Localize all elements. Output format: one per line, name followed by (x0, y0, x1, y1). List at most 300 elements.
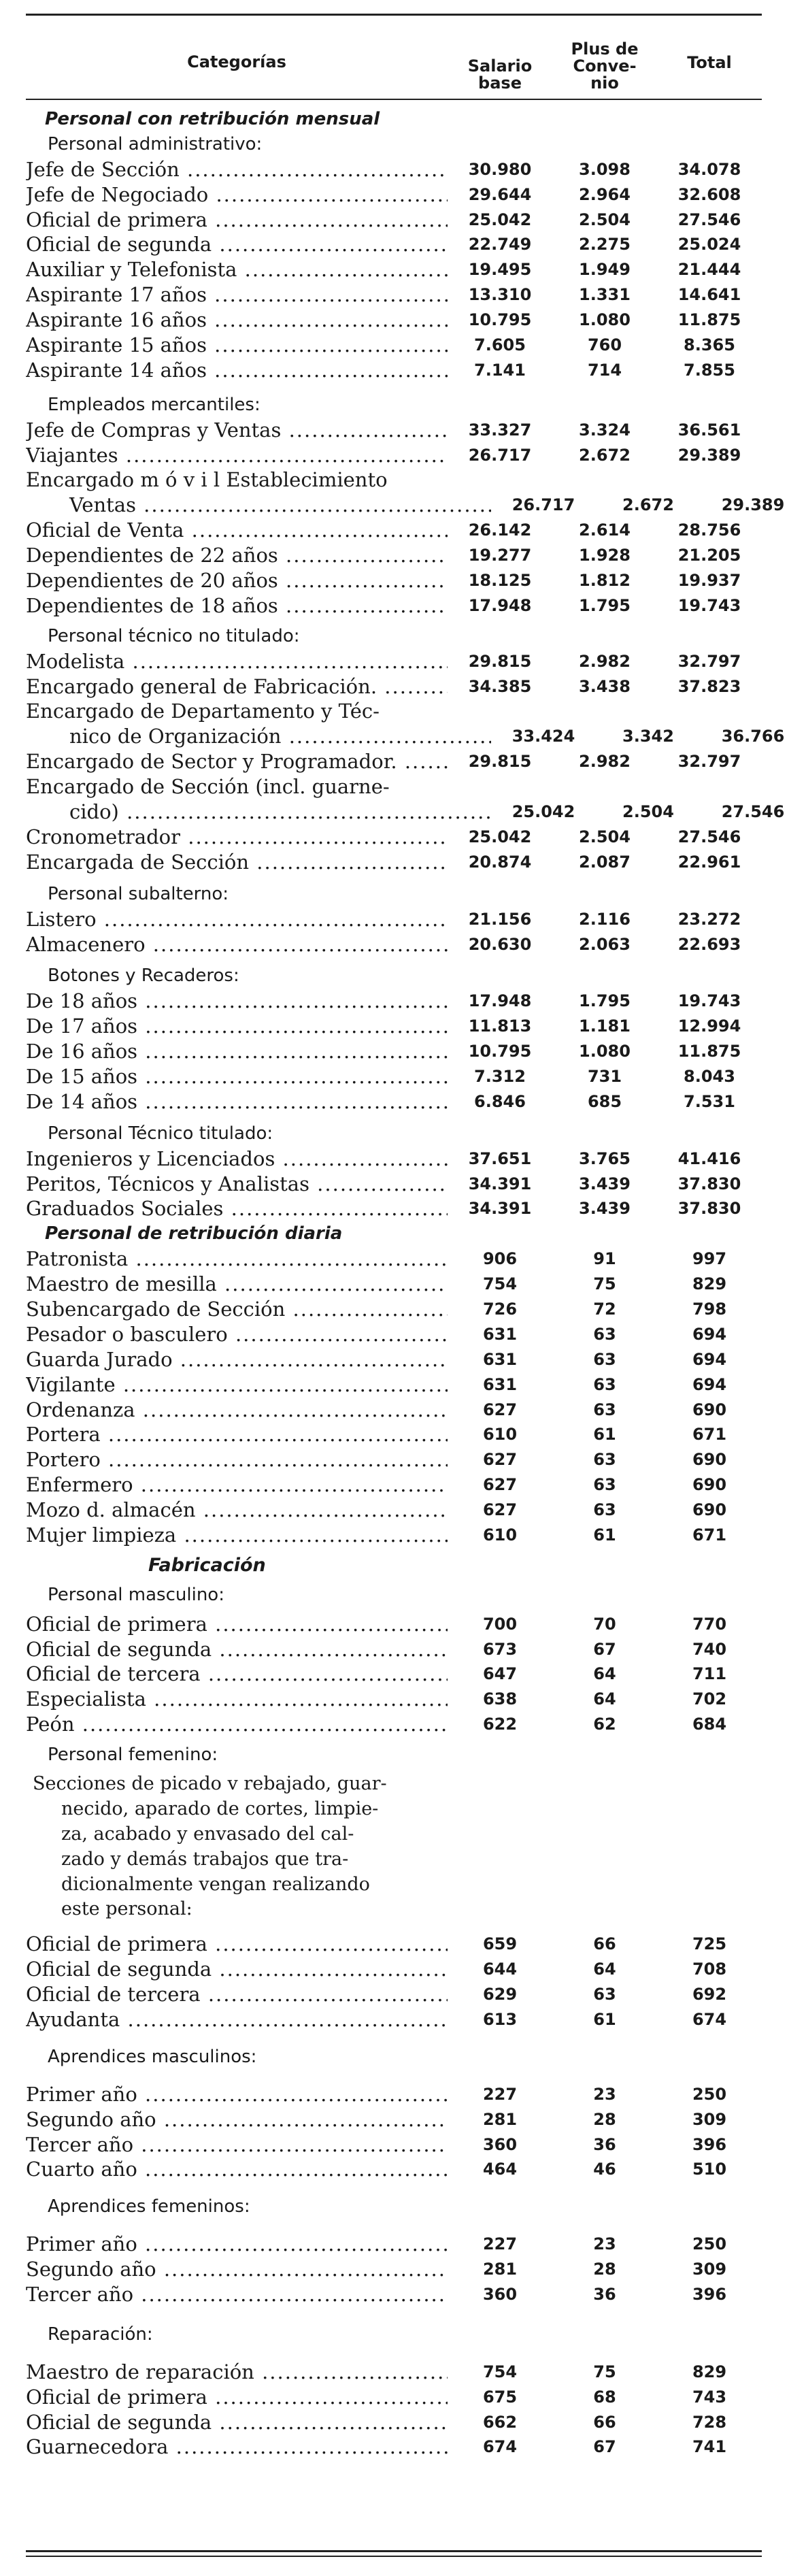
row-label-text: Encargado general de Fabricación. (26, 674, 377, 698)
header-categorias: Categorías (187, 52, 286, 71)
leader-dots (249, 851, 448, 874)
header-plus-line3: nio (590, 73, 619, 93)
leader-dots (207, 2385, 448, 2409)
leader-dots (397, 750, 448, 773)
cell-base: 6.846 (474, 1091, 526, 1111)
cell-base: 25.042 (511, 802, 575, 822)
leader-dots (137, 1065, 448, 1088)
cell-base: 631 (482, 1349, 518, 1369)
row-label (26, 358, 448, 383)
cell-plus: 46 (593, 2160, 616, 2179)
table-row (26, 1297, 762, 1322)
cell-plus: 3.439 (579, 1199, 631, 1219)
cell-plus (552, 467, 657, 493)
row-label-text: Primer año (26, 2082, 137, 2106)
row-label (26, 467, 448, 493)
cell-total: 19.743 (677, 595, 741, 615)
cell-total: 250 (692, 2234, 727, 2254)
table-row (26, 932, 762, 957)
table-row (26, 493, 785, 518)
row-label-text: De 18 años (26, 989, 138, 1013)
row-label (26, 825, 448, 850)
cell-total: 19.743 (677, 991, 741, 1011)
table-row (26, 1196, 762, 1221)
leader-dots (75, 1713, 448, 1736)
row-label (26, 1662, 448, 1687)
row-label (26, 1687, 448, 1712)
leader-dots (120, 2008, 448, 2031)
cell-plus (552, 774, 657, 799)
row-label-text: Guarnecedora (26, 2435, 169, 2459)
cell-total: 25.024 (677, 235, 741, 254)
cell-total: 8.043 (684, 1066, 735, 1086)
row-label-text: Encargado de Sección (incl. guarne- (26, 775, 390, 799)
cell-total: 396 (692, 2285, 727, 2305)
cell-plus: 2.982 (579, 752, 631, 772)
table-body (26, 100, 785, 2460)
cell-base: 360 (482, 2134, 518, 2154)
cell-base: 906 (482, 1249, 518, 1269)
table-row (26, 1712, 762, 1737)
table-row (26, 1637, 762, 1662)
cell-base: 19.277 (468, 546, 532, 565)
leader-dots (212, 2411, 448, 2434)
cell-base: 30.980 (468, 159, 532, 179)
row-label-text: Encargado de Departamento y Téc- (26, 699, 380, 723)
cell-plus: 1.928 (579, 546, 631, 565)
leader-dots (97, 908, 448, 931)
cell-plus: 63 (593, 1400, 616, 1419)
cell-total: 7.855 (684, 360, 735, 380)
table-row (26, 333, 762, 358)
row-label-text: Cronometrador (26, 825, 181, 848)
cell-total: 309 (692, 2109, 727, 2129)
cell-plus: 70 (593, 1614, 616, 1634)
row-label (26, 989, 448, 1014)
row-label-text: Jefe de Sección (26, 157, 180, 181)
cell-base: 281 (482, 2109, 518, 2129)
leader-dots (278, 569, 448, 592)
cell-plus: 3.342 (622, 727, 674, 746)
row-label (26, 2082, 448, 2107)
row-label-text: Ordenanza (26, 1398, 135, 1421)
leader-dots (207, 208, 448, 231)
leader-dots (237, 258, 448, 281)
cell-base: 34.391 (468, 1199, 532, 1219)
row-label (26, 1089, 448, 1114)
cell-total: 997 (692, 1249, 727, 1269)
row-label-text: Oficial de segunda (26, 1958, 212, 1981)
row-label-text: Segundo año (26, 2258, 156, 2281)
cell-plus: 685 (587, 1091, 622, 1111)
leader-dots (212, 1958, 448, 1981)
leader-dots (217, 1272, 448, 1295)
row-label (26, 774, 448, 799)
row-label (26, 257, 448, 282)
cell-base: 29.644 (468, 184, 532, 204)
row-label (26, 1272, 448, 1297)
cell-total: 694 (692, 1374, 727, 1394)
table-row (26, 2157, 762, 2182)
table-row (26, 850, 762, 875)
row-label (26, 543, 448, 568)
leader-dots (207, 333, 448, 357)
row-label-text: Ingenieros y Licenciados (26, 1146, 275, 1170)
cell-plus: 3.438 (579, 676, 631, 696)
cell-plus: 1.812 (579, 571, 631, 591)
cell-total: 690 (692, 1450, 727, 1470)
cell-plus: 61 (593, 2010, 616, 2030)
row-label-text: De 17 años (26, 1014, 138, 1038)
cell-base: 754 (482, 2362, 518, 2381)
cell-total: 19.937 (677, 571, 741, 591)
table-row (26, 2282, 762, 2307)
row-label (26, 1422, 448, 1447)
cell-total: 32.797 (677, 651, 741, 671)
bottom-rule-1 (26, 2550, 762, 2552)
row-label (26, 208, 448, 233)
cell-plus: 760 (587, 335, 622, 355)
row-label-text: Encargada de Sección (26, 850, 250, 874)
cell-total: 694 (692, 1324, 727, 1344)
cell-base (448, 774, 552, 799)
row-label (26, 157, 448, 182)
row-label-text: Oficial de segunda (26, 233, 212, 257)
cell-base: 464 (482, 2160, 518, 2179)
cell-plus: 2.672 (579, 445, 631, 465)
cell-base (448, 467, 552, 493)
cell-base: 34.391 (468, 1174, 532, 1193)
leader-dots (168, 2435, 448, 2458)
section-administrativo: Personal administrativo: (48, 133, 263, 154)
table-row (26, 1272, 762, 1297)
row-label-text: Oficial de primera (26, 208, 207, 231)
leader-dots (101, 1423, 448, 1446)
row-label (26, 1447, 448, 1472)
cell-plus: 68 (593, 2387, 616, 2407)
row-label-text: Maestro de reparación (26, 2360, 254, 2383)
cell-total: 41.416 (677, 1149, 741, 1168)
cell-base: 726 (482, 1299, 518, 1319)
cell-plus: 2.504 (579, 827, 631, 846)
row-label-text: Aspirante 15 años (26, 333, 207, 357)
row-label-text: Pesador o basculero (26, 1322, 228, 1346)
table-row (26, 443, 762, 468)
row-label (26, 2282, 448, 2307)
header-total: Total (687, 53, 732, 72)
table-row (26, 1014, 762, 1039)
leader-dots (133, 2133, 448, 2156)
cell-base: 37.651 (468, 1149, 532, 1168)
row-label (26, 1712, 448, 1737)
cell-base: 19.495 (468, 260, 532, 280)
leader-dots (124, 650, 448, 673)
leader-dots (278, 594, 448, 617)
leader-dots (118, 444, 448, 467)
cell-total (657, 699, 762, 724)
row-label-text: Viajantes (26, 443, 118, 467)
row-label-text: cido) (69, 800, 119, 824)
table-row (26, 2232, 762, 2257)
leader-dots (137, 1040, 448, 1063)
leader-dots (173, 1348, 448, 1371)
table-row (26, 2434, 762, 2460)
cell-total: 34.078 (677, 159, 741, 179)
cell-base: 26.142 (468, 521, 532, 540)
table-row (26, 182, 762, 208)
cell-plus: 75 (593, 1274, 616, 1294)
cell-total: 741 (692, 2437, 727, 2457)
row-label-text: Almacenero (26, 932, 146, 956)
cell-plus: 3.439 (579, 1174, 631, 1193)
row-label (26, 2157, 448, 2182)
table-row (26, 593, 762, 618)
table-row (26, 1523, 762, 1548)
row-label (26, 2257, 448, 2282)
row-label (26, 799, 491, 825)
row-label-text: Segundo año (26, 2107, 156, 2131)
table-row (26, 2257, 762, 2282)
cell-plus: 36 (593, 2134, 616, 2154)
cell-total: 743 (692, 2387, 727, 2407)
cell-total: 725 (692, 1934, 727, 1954)
cell-plus: 3.324 (579, 420, 631, 440)
cell-total: 798 (692, 1299, 727, 1319)
row-label-text: Jefe de Compras y Ventas (26, 418, 282, 442)
row-label-text: Oficial de Venta (26, 518, 184, 542)
cell-total: 37.830 (677, 1199, 741, 1219)
cell-base: 627 (482, 1450, 518, 1470)
cell-base: 662 (482, 2412, 518, 2432)
leader-dots (136, 493, 491, 516)
leader-dots (128, 1247, 448, 1270)
cell-plus: 66 (593, 2412, 616, 2432)
row-label (26, 182, 448, 208)
row-label-text: De 16 años (26, 1040, 138, 1063)
row-label-text: Peritos, Técnicos y Analistas (26, 1172, 309, 1195)
row-label-text: Oficial de segunda (26, 1637, 212, 1661)
table-row (26, 799, 785, 825)
cell-plus: 64 (593, 1960, 616, 1979)
leader-dots (285, 1298, 448, 1321)
row-label-text: Mujer limpieza (26, 1523, 177, 1547)
leader-dots (137, 2083, 448, 2106)
cell-total: 12.994 (677, 1017, 741, 1036)
table-row (26, 1932, 762, 1957)
leader-dots (212, 233, 448, 256)
row-label-text: Subencargado de Sección (26, 1297, 286, 1321)
table-row (26, 907, 762, 932)
cell-base: 610 (482, 1425, 518, 1444)
cell-total (657, 774, 762, 799)
leader-dots (281, 725, 491, 748)
leader-dots (223, 1197, 448, 1220)
row-label (26, 1347, 448, 1372)
cell-total: 27.546 (677, 827, 741, 846)
leader-dots (146, 1687, 448, 1711)
table-row (26, 1398, 762, 1423)
table-row (26, 208, 762, 233)
row-label (26, 1957, 448, 1982)
cell-total: 692 (692, 1985, 727, 2004)
leader-dots (275, 1147, 448, 1170)
row-label (26, 443, 448, 468)
row-label-text: Jefe de Negociado (26, 182, 209, 206)
table-row (26, 257, 762, 282)
table-row (26, 1612, 762, 1637)
cell-plus: 36 (593, 2285, 616, 2305)
cell-total: 32.608 (677, 184, 741, 204)
table-row (26, 1982, 762, 2007)
leader-dots (281, 418, 448, 442)
cell-plus: 1.795 (579, 595, 631, 615)
row-label-text: Portero (26, 1448, 101, 1472)
femenino-description-line: necido, aparado de cortes, limpie- (61, 1798, 379, 1819)
cell-base: 227 (482, 2084, 518, 2104)
row-label (26, 1172, 448, 1197)
row-label (26, 932, 448, 957)
cell-base: 17.948 (468, 991, 532, 1011)
cell-base: 631 (482, 1324, 518, 1344)
salary-table (26, 14, 785, 2460)
cell-plus: 1.080 (579, 310, 631, 330)
table-row (26, 2385, 762, 2410)
cell-base: 674 (482, 2437, 518, 2457)
leader-dots (133, 1473, 448, 1496)
cell-base: 613 (482, 2010, 518, 2030)
row-label (26, 1039, 448, 1064)
section-aprendices-masculinos: Aprendices masculinos: (48, 2046, 257, 2067)
cell-base: 26.717 (511, 495, 575, 515)
table-row (26, 1172, 762, 1197)
cell-plus: 1.181 (579, 1017, 631, 1036)
row-label (26, 674, 448, 699)
cell-plus: 63 (593, 1324, 616, 1344)
section-botones: Botones y Recaderos: (48, 965, 239, 987)
cell-total: 22.961 (677, 852, 741, 872)
row-label (26, 1146, 448, 1172)
cell-total: 7.531 (684, 1091, 735, 1111)
table-row (26, 1039, 762, 1064)
cell-base: 11.813 (468, 1017, 532, 1036)
leader-dots (180, 158, 448, 181)
row-label (26, 1523, 448, 1548)
row-label-text: Guarda Jurado (26, 1347, 173, 1371)
cell-total: 32.797 (677, 752, 741, 772)
leader-dots (309, 1172, 448, 1195)
cell-total: 671 (692, 1425, 727, 1444)
cell-total: 27.546 (677, 210, 741, 229)
row-label-text: Oficial de tercera (26, 1662, 201, 1686)
cell-base: 18.125 (468, 571, 532, 591)
leader-dots (196, 1498, 448, 1521)
row-label (26, 2107, 448, 2132)
row-label (26, 2410, 448, 2435)
row-label (26, 2132, 448, 2158)
table-row (26, 699, 762, 724)
cell-total: 23.272 (677, 909, 741, 929)
row-label (26, 2007, 448, 2032)
cell-total: 21.444 (677, 260, 741, 280)
row-label-text: Graduados Sociales (26, 1197, 224, 1221)
cell-total: 690 (692, 1475, 727, 1495)
cell-base: 627 (482, 1500, 518, 1520)
leader-dots (101, 1448, 448, 1471)
leader-dots (254, 2360, 448, 2383)
row-label-text: Listero (26, 907, 97, 931)
leader-dots (201, 1662, 448, 1685)
cell-base: 25.042 (468, 210, 532, 229)
cell-plus: 2.087 (579, 852, 631, 872)
row-label-text: nico de Organización (69, 725, 282, 748)
cell-base: 227 (482, 2234, 518, 2254)
cell-total: 740 (692, 1639, 727, 1659)
cell-base: 7.312 (474, 1066, 526, 1086)
cell-plus: 62 (593, 1715, 616, 1734)
leader-dots (377, 675, 448, 698)
cell-plus: 63 (593, 1475, 616, 1495)
cell-base: 25.042 (468, 827, 532, 846)
row-label-text: Dependientes de 20 años (26, 569, 278, 593)
row-label (26, 2434, 448, 2460)
leader-dots (116, 1373, 448, 1396)
cell-total: 22.693 (677, 934, 741, 954)
row-label-text: Aspirante 16 años (26, 308, 207, 332)
cell-base: 10.795 (468, 310, 532, 330)
row-label (26, 724, 491, 749)
top-rule (26, 14, 762, 16)
leader-dots (119, 800, 491, 823)
cell-base: 659 (482, 1934, 518, 1954)
row-label-text: Patronista (26, 1247, 129, 1271)
leader-dots (156, 2108, 448, 2131)
femenino-description-line: este personal: (61, 1898, 192, 1920)
cell-base: 26.717 (468, 445, 532, 465)
table-row (26, 649, 762, 674)
cell-plus: 66 (593, 1934, 616, 1954)
leader-dots (156, 2258, 448, 2281)
cell-base (448, 699, 552, 724)
cell-plus: 75 (593, 2362, 616, 2381)
cell-total: 11.875 (677, 310, 741, 330)
cell-total: 674 (692, 2010, 727, 2030)
leader-dots (207, 283, 448, 306)
row-label-text: Maestro de mesilla (26, 1272, 217, 1296)
cell-total: 510 (692, 2160, 727, 2179)
table-row (26, 774, 762, 799)
row-label-text: Tercer año (26, 2132, 134, 2156)
row-label-text: Ayudanta (26, 2008, 120, 2032)
row-label-text: De 14 años (26, 1089, 138, 1113)
cell-plus: 3.765 (579, 1149, 631, 1168)
leader-dots (207, 359, 448, 382)
cell-plus: 67 (593, 1639, 616, 1659)
cell-plus: 23 (593, 2234, 616, 2254)
femenino-description-line: Secciones de picado v rebajado, guar- (33, 1773, 387, 1794)
cell-total: 14.641 (677, 285, 741, 305)
row-label-text: Dependientes de 22 años (26, 544, 278, 567)
header-plus-line1: Plus de (571, 39, 639, 59)
cell-total: 684 (692, 1715, 727, 1734)
leader-dots (180, 825, 448, 848)
cell-base: 21.156 (468, 909, 532, 929)
cell-total: 728 (692, 2412, 727, 2432)
section-mensual: Personal con retribución mensual (45, 109, 380, 129)
table-row (26, 232, 762, 257)
table-row (26, 1347, 762, 1372)
header-salario-line2: base (478, 73, 522, 93)
leader-dots (184, 518, 448, 542)
